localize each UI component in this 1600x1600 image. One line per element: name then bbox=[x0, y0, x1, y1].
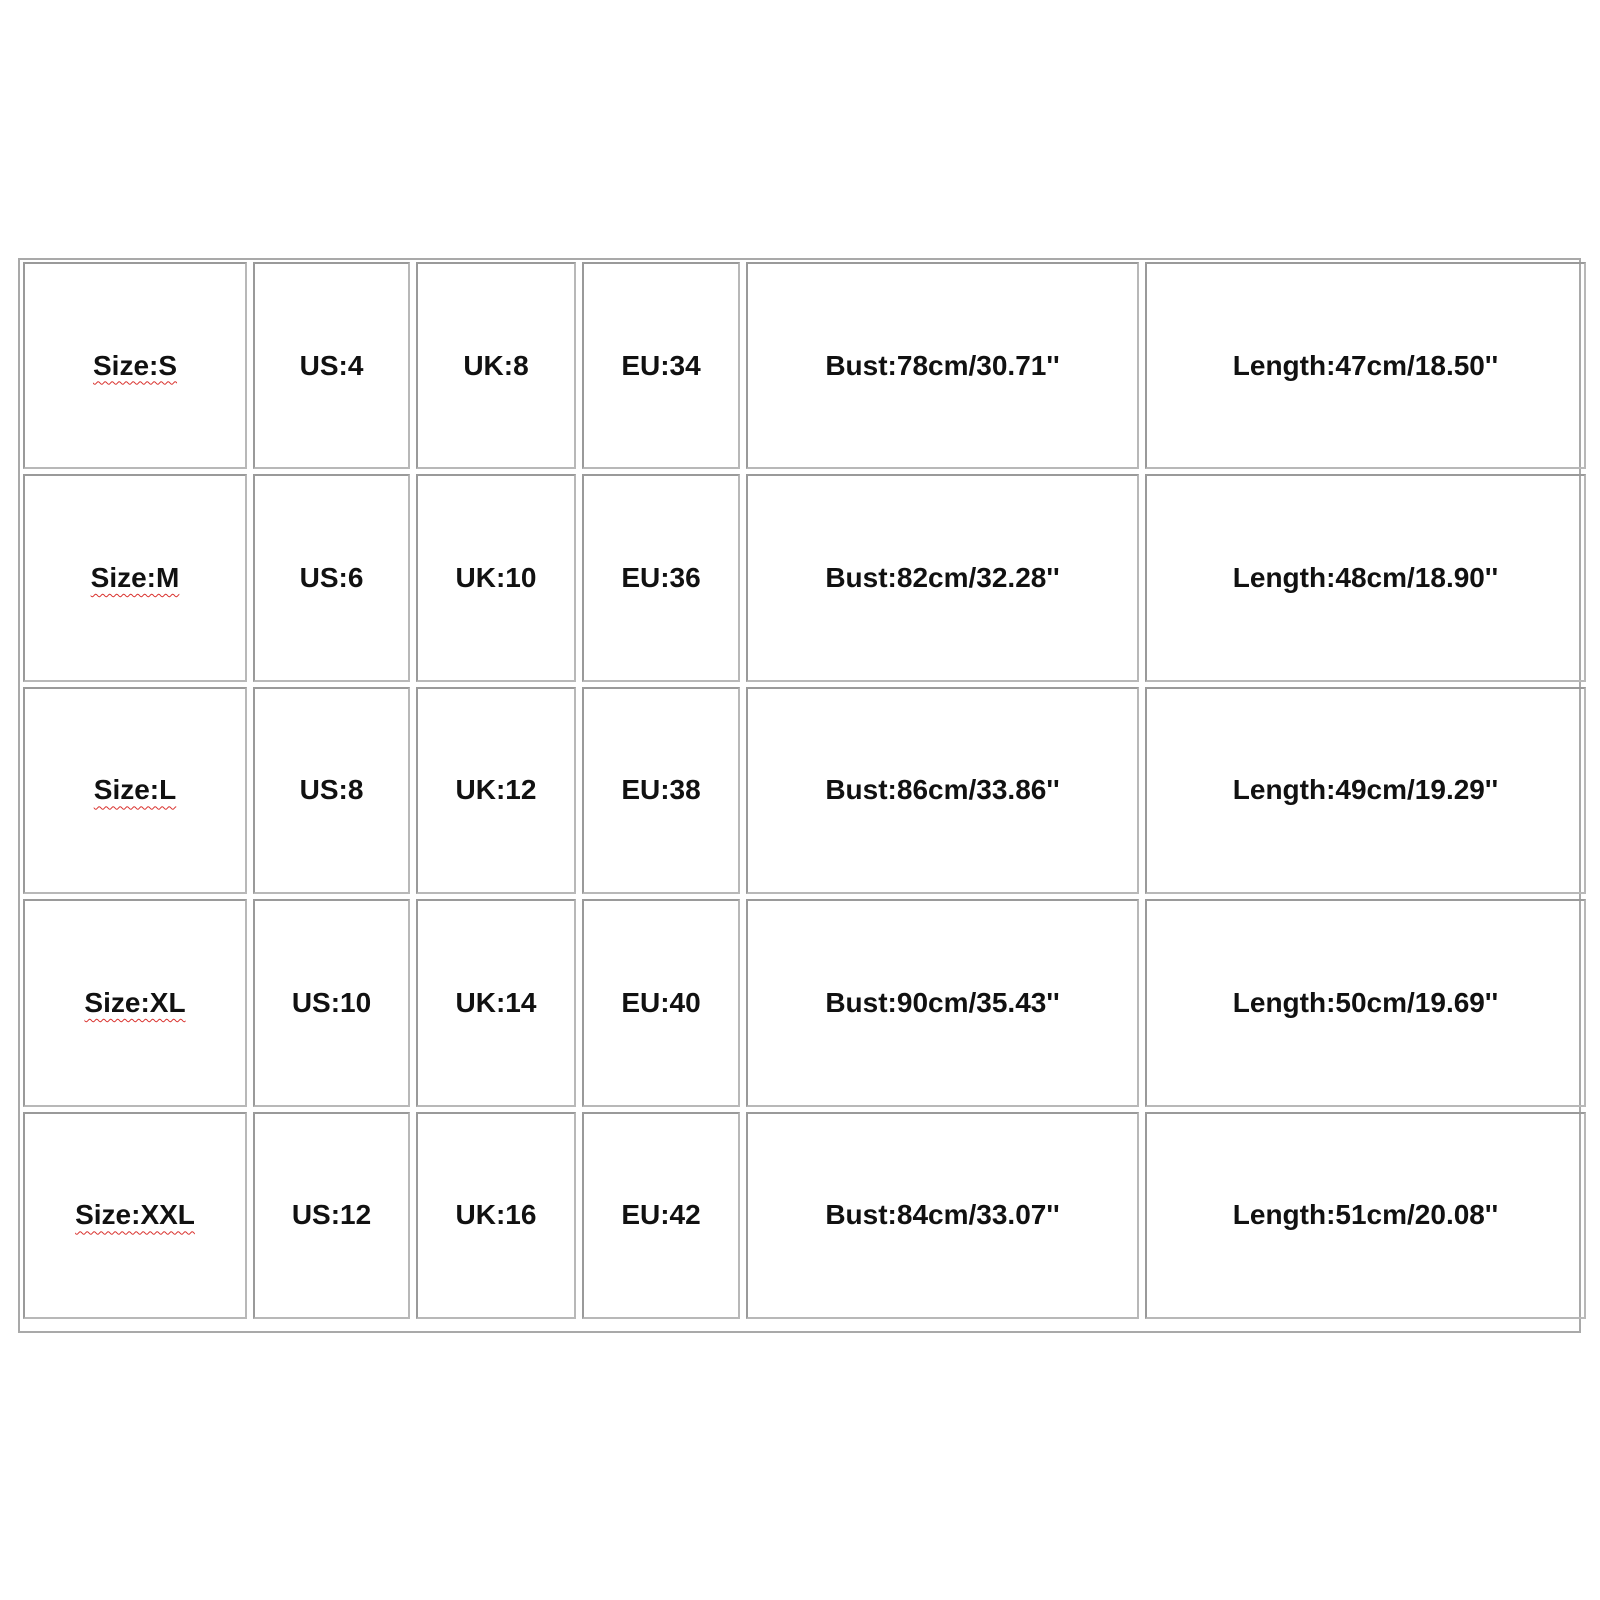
us-size-cell: US:8 bbox=[253, 687, 410, 894]
size-label: Size:XXL bbox=[75, 1199, 195, 1231]
length-cell: Length:51cm/20.08'' bbox=[1145, 1112, 1586, 1319]
bust-cell: Bust:82cm/32.28'' bbox=[746, 474, 1139, 681]
table-row bbox=[23, 474, 1586, 681]
length-cell: Length:47cm/18.50'' bbox=[1145, 262, 1586, 469]
bust-cell: Bust:90cm/35.43'' bbox=[746, 899, 1139, 1106]
size-cell bbox=[23, 687, 247, 894]
table-row bbox=[23, 687, 1586, 894]
table-row bbox=[23, 262, 1586, 469]
uk-size-cell: UK:8 bbox=[416, 262, 576, 469]
us-size-cell: US:10 bbox=[253, 899, 410, 1106]
size-cell bbox=[23, 1112, 247, 1319]
size-label: Size:XL bbox=[84, 986, 186, 1018]
size-cell bbox=[23, 474, 247, 681]
table-row bbox=[23, 899, 1586, 1106]
size-chart-frame bbox=[18, 258, 1581, 1333]
uk-size-cell: UK:10 bbox=[416, 474, 576, 681]
size-label: Size:L bbox=[93, 774, 177, 806]
us-size-cell: US:12 bbox=[253, 1112, 410, 1319]
size-chart-table bbox=[17, 257, 1592, 1324]
length-cell: Length:50cm/19.69'' bbox=[1145, 899, 1586, 1106]
size-label: Size:S bbox=[92, 349, 178, 381]
eu-size-cell: EU:38 bbox=[582, 687, 740, 894]
length-cell: Length:48cm/18.90'' bbox=[1145, 474, 1586, 681]
eu-size-cell: EU:34 bbox=[582, 262, 740, 469]
bust-cell: Bust:84cm/33.07'' bbox=[746, 1112, 1139, 1319]
size-label: Size:M bbox=[90, 562, 180, 594]
bust-cell: Bust:78cm/30.71'' bbox=[746, 262, 1139, 469]
eu-size-cell: EU:36 bbox=[582, 474, 740, 681]
table-row bbox=[23, 1112, 1586, 1319]
us-size-cell: US:4 bbox=[253, 262, 410, 469]
eu-size-cell: EU:40 bbox=[582, 899, 740, 1106]
size-cell bbox=[23, 899, 247, 1106]
length-cell: Length:49cm/19.29'' bbox=[1145, 687, 1586, 894]
bust-cell: Bust:86cm/33.86'' bbox=[746, 687, 1139, 894]
eu-size-cell: EU:42 bbox=[582, 1112, 740, 1319]
size-cell bbox=[23, 262, 247, 469]
uk-size-cell: UK:16 bbox=[416, 1112, 576, 1319]
uk-size-cell: UK:12 bbox=[416, 687, 576, 894]
us-size-cell: US:6 bbox=[253, 474, 410, 681]
uk-size-cell: UK:14 bbox=[416, 899, 576, 1106]
